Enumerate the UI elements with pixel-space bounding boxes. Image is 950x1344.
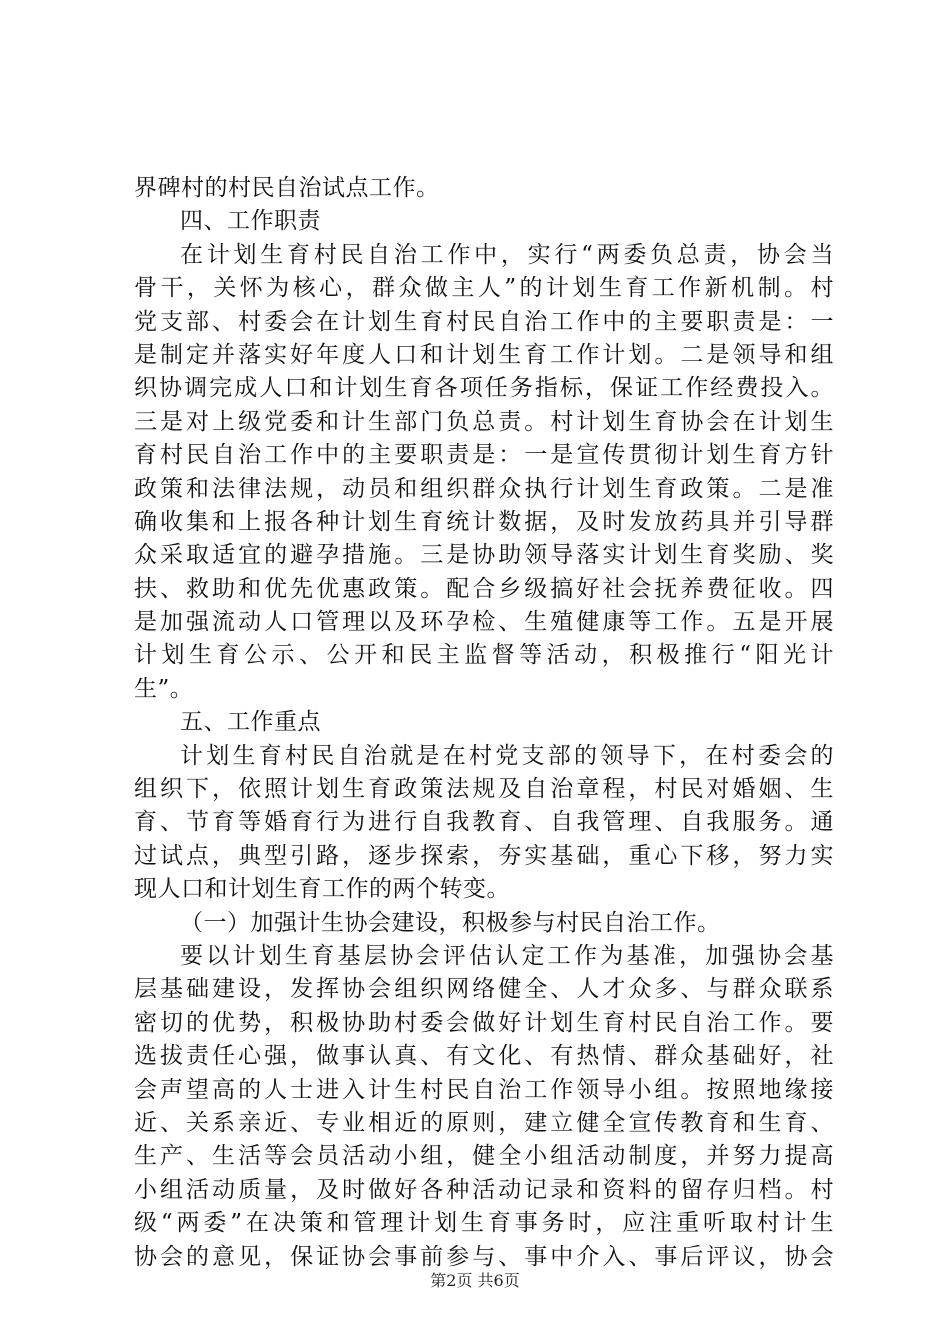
text-line: 党支部、村委会在计划生育村民自治工作中的主要职责是：一	[134, 308, 834, 335]
text-line: 计划生育村民自治就是在村党支部的领导下，在村委会的	[180, 742, 834, 769]
text-line: 织协调完成人口和计划生育各项任务指标，保证工作经费投入。	[134, 375, 834, 402]
text-line: 要以计划生育基层协会评估认定工作为基准，加强协会基	[180, 942, 834, 969]
text-line: 育村民自治工作中的主要职责是：一是宣传贯彻计划生育方针	[134, 442, 834, 469]
text-line: 三是对上级党委和计生部门负总责。村计划生育协会在计划生	[134, 408, 834, 435]
body-text	[134, 172, 834, 1274]
text-line: 过试点，典型引路，逐步探索，夯实基础，重心下移，努力实	[134, 842, 834, 869]
text-line: 选拔责任心强，做事认真、有文化、有热情、群众基础好，社	[134, 1043, 834, 1070]
text-line: 是制定并落实好年度人口和计划生育工作计划。二是领导和组	[134, 341, 834, 368]
text-line: 组织下，依照计划生育政策法规及自治章程，村民对婚姻、生	[134, 776, 834, 803]
text-line: 确收集和上报各种计划生育统计数据，及时发放药具并引导群	[134, 508, 834, 535]
text-line: 政策和法律法规，动员和组织群众执行计划生育政策。二是准	[134, 475, 834, 502]
text-line: 四、工作职责	[180, 208, 321, 235]
text-line: （一）加强计生协会建设，积极参与村民自治工作。	[180, 909, 721, 936]
text-line: 在计划生育村民自治工作中，实行“两委负总责，协会当	[180, 241, 834, 268]
page-footer: 第2页 共6页	[430, 1271, 520, 1290]
text-line: 近、关系亲近、专业相近的原则，建立健全宣传教育和生育、	[134, 1109, 834, 1136]
text-line: 界碑村的村民自治试点工作。	[134, 175, 440, 201]
text-line: 小组活动质量，及时做好各种活动记录和资料的留存归档。村	[134, 1176, 834, 1203]
text-line: 会声望高的人士进入计生村民自治工作领导小组。按照地缘接	[134, 1076, 834, 1103]
text-line: 扶、救助和优先优惠政策。配合乡级搞好社会抚养费征收。四	[134, 575, 834, 602]
text-line: 级“两委”在决策和管理计划生育事务时，应注重听取村计生	[134, 1210, 834, 1237]
text-line: 众采取适宜的避孕措施。三是协助领导落实计划生育奖励、奖	[134, 542, 834, 569]
text-line: 生产、生活等会员活动小组，健全小组活动制度，并努力提高	[134, 1143, 834, 1170]
text-line: 密切的优势，积极协助村委会做好计划生育村民自治工作。要	[134, 1009, 834, 1036]
text-line: 是加强流动人口管理以及环孕检、生殖健康等工作。五是开展	[134, 609, 834, 636]
text-line: 协会的意见，保证协会事前参与、事中介入、事后评议，协会	[134, 1243, 834, 1270]
text-line: 育、节育等婚育行为进行自我教育、自我管理、自我服务。通	[134, 809, 834, 836]
text-line: 现人口和计划生育工作的两个转变。	[134, 876, 510, 903]
text-line: 层基础建设，发挥协会组织网络健全、人才众多、与群众联系	[134, 976, 834, 1003]
text-line: 生”。	[134, 675, 194, 702]
text-line: 五、工作重点	[180, 709, 321, 736]
text-line: 骨干，关怀为核心，群众做主人”的计划生育工作新机制。村	[134, 275, 834, 302]
text-line: 计划生育公示、公开和民主监督等活动，积极推行“阳光计	[134, 642, 834, 669]
